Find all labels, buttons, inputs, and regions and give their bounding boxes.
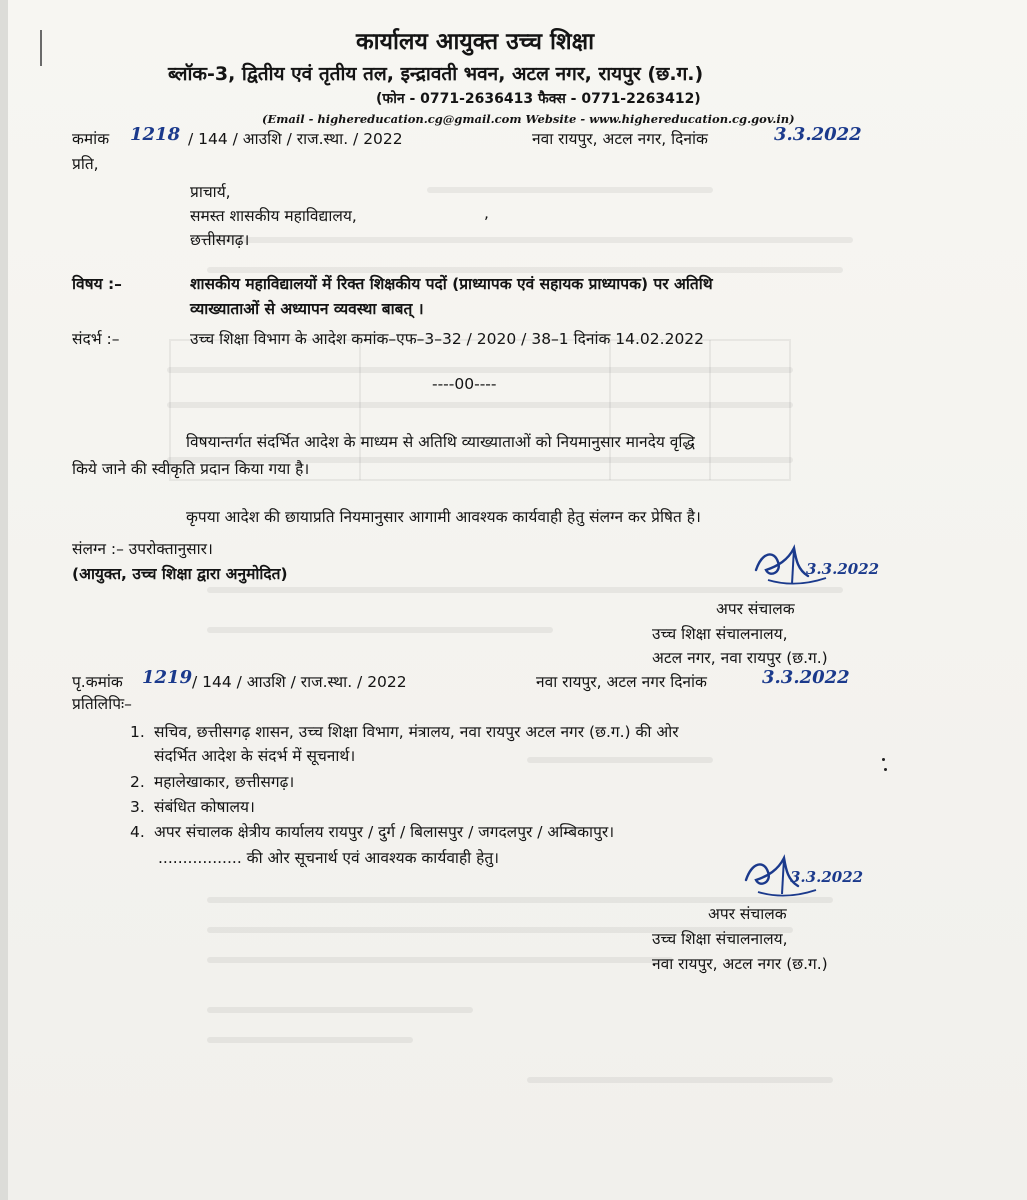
office-address: ब्लॉक-3, द्वितीय एवं तृतीय तल, इन्द्रावती भवन, अटल नगर, रायपुर (छ.ग.) [168, 63, 704, 85]
subject-label: विषय :– [72, 275, 122, 293]
addressee-line1: प्राचार्य, [190, 183, 231, 201]
pen-mark [884, 768, 887, 771]
kramank-number: 1218 [130, 124, 181, 145]
copy-item-4: 4. अपर संचालक क्षेत्रीय कार्यालय रायपुर / दुर्ग / बिलासपुर / जगदलपुर / अम्बिकापुर। [130, 823, 615, 841]
place-date-label: नवा रायपुर, अटल नगर, दिनांक [532, 130, 708, 148]
signature2-place: नवा रायपुर, अटल नगर (छ.ग.) [652, 955, 828, 973]
addressee-line3: छत्तीसगढ़। [190, 231, 250, 249]
copy-kramank-number: 1219 [142, 667, 193, 688]
body-para1-line1: विषयान्तर्गत संदर्भित आदेश के माध्यम से अतिथि व्याख्याताओं को नियमानुसार मानदेय वृद्धि [186, 433, 695, 451]
copy-item-2: 2. महालेखाकार, छत्तीसगढ़। [130, 773, 295, 791]
copy-kramank-reference: / 144 / आउशि / राज.स्था. / 2022 [192, 673, 407, 691]
copy-place-date-label: नवा रायपुर, अटल नगर दिनांक [536, 673, 707, 691]
reference-text: उच्च शिक्षा विभाग के आदेश कमांक–एफ–3–32 / 2020 / 38–1 दिनांक 14.02.2022 [190, 330, 705, 348]
reference-label: संदर्भ :– [72, 330, 120, 348]
prati-label: प्रति, [72, 155, 99, 173]
signature1-date: 3.3.2022 [806, 560, 880, 578]
signature2-title: अपर संचालक [708, 905, 787, 923]
enclosure-text: संलग्न :– उपरोक्तानुसार। [72, 540, 213, 558]
letter-date: 3.3.2022 [774, 124, 862, 145]
approval-text: (आयुक्त, उच्च शिक्षा द्वारा अनुमोदित) [72, 565, 288, 583]
kramank-reference: / 144 / आउशि / राज.स्था. / 2022 [188, 130, 403, 148]
body-para1-line2: किये जाने की स्वीकृति प्रदान किया गया है। [72, 460, 310, 478]
copy-date: 3.3.2022 [762, 667, 850, 688]
pratilipi-label: प्रतिलिपिः– [72, 695, 132, 713]
copy-closing: ................. की ओर सूचनार्थ एवं आवश्यक कार्यवाही हेतु। [158, 849, 500, 867]
subject-line2: व्याख्याताओं से अध्यापन व्यवस्था बाबत् । [190, 300, 424, 318]
office-email-website: (Email - highereducation.cg@gmail.com Website - www.highereducation.cg.gov.in) [262, 112, 795, 126]
pen-mark [882, 758, 885, 761]
scan-edge [0, 0, 8, 1200]
signature2-dept: उच्च शिक्षा संचालनालय, [652, 930, 788, 948]
margin-mark [40, 30, 42, 66]
body-para2: कृपया आदेश की छायाप्रति नियमानुसार आगामी आवश्यक कार्यवाही हेतु संलग्न कर प्रेषित है। [186, 508, 701, 526]
addressee-line2: समस्त शासकीय महाविद्यालय, [190, 207, 357, 225]
copy-kramank-label: पृ.कमांक [72, 673, 123, 691]
addressee-comma: , [484, 204, 489, 222]
subject-line1: शासकीय महाविद्यालयों में रिक्त शिक्षकीय पदों (प्राध्यापक एवं सहायक प्राध्यापक) पर अतिथि [190, 275, 713, 293]
section-divider: ----00---- [432, 375, 497, 393]
copy-item-3: 3. संबंधित कोषालय। [130, 798, 255, 816]
kramank-label: कमांक [72, 130, 110, 148]
signature2-date: 3.3.2022 [790, 868, 864, 886]
office-phone: (फोन - 0771-2636413 फैक्स - 0771-2263412) [376, 91, 701, 107]
office-title: कार्यालय आयुक्त उच्च शिक्षा [356, 29, 595, 55]
signature1-place: अटल नगर, नवा रायपुर (छ.ग.) [652, 649, 828, 667]
signature1-title: अपर संचालक [716, 600, 795, 618]
copy-item-1-line2: संदर्भित आदेश के संदर्भ में सूचनार्थ। [154, 747, 356, 765]
copy-item-1: 1. सचिव, छत्तीसगढ़ शासन, उच्च शिक्षा विभाग, मंत्रालय, नवा रायपुर अटल नगर (छ.ग.) की ओर [130, 723, 679, 741]
signature1-dept: उच्च शिक्षा संचालनालय, [652, 625, 788, 643]
